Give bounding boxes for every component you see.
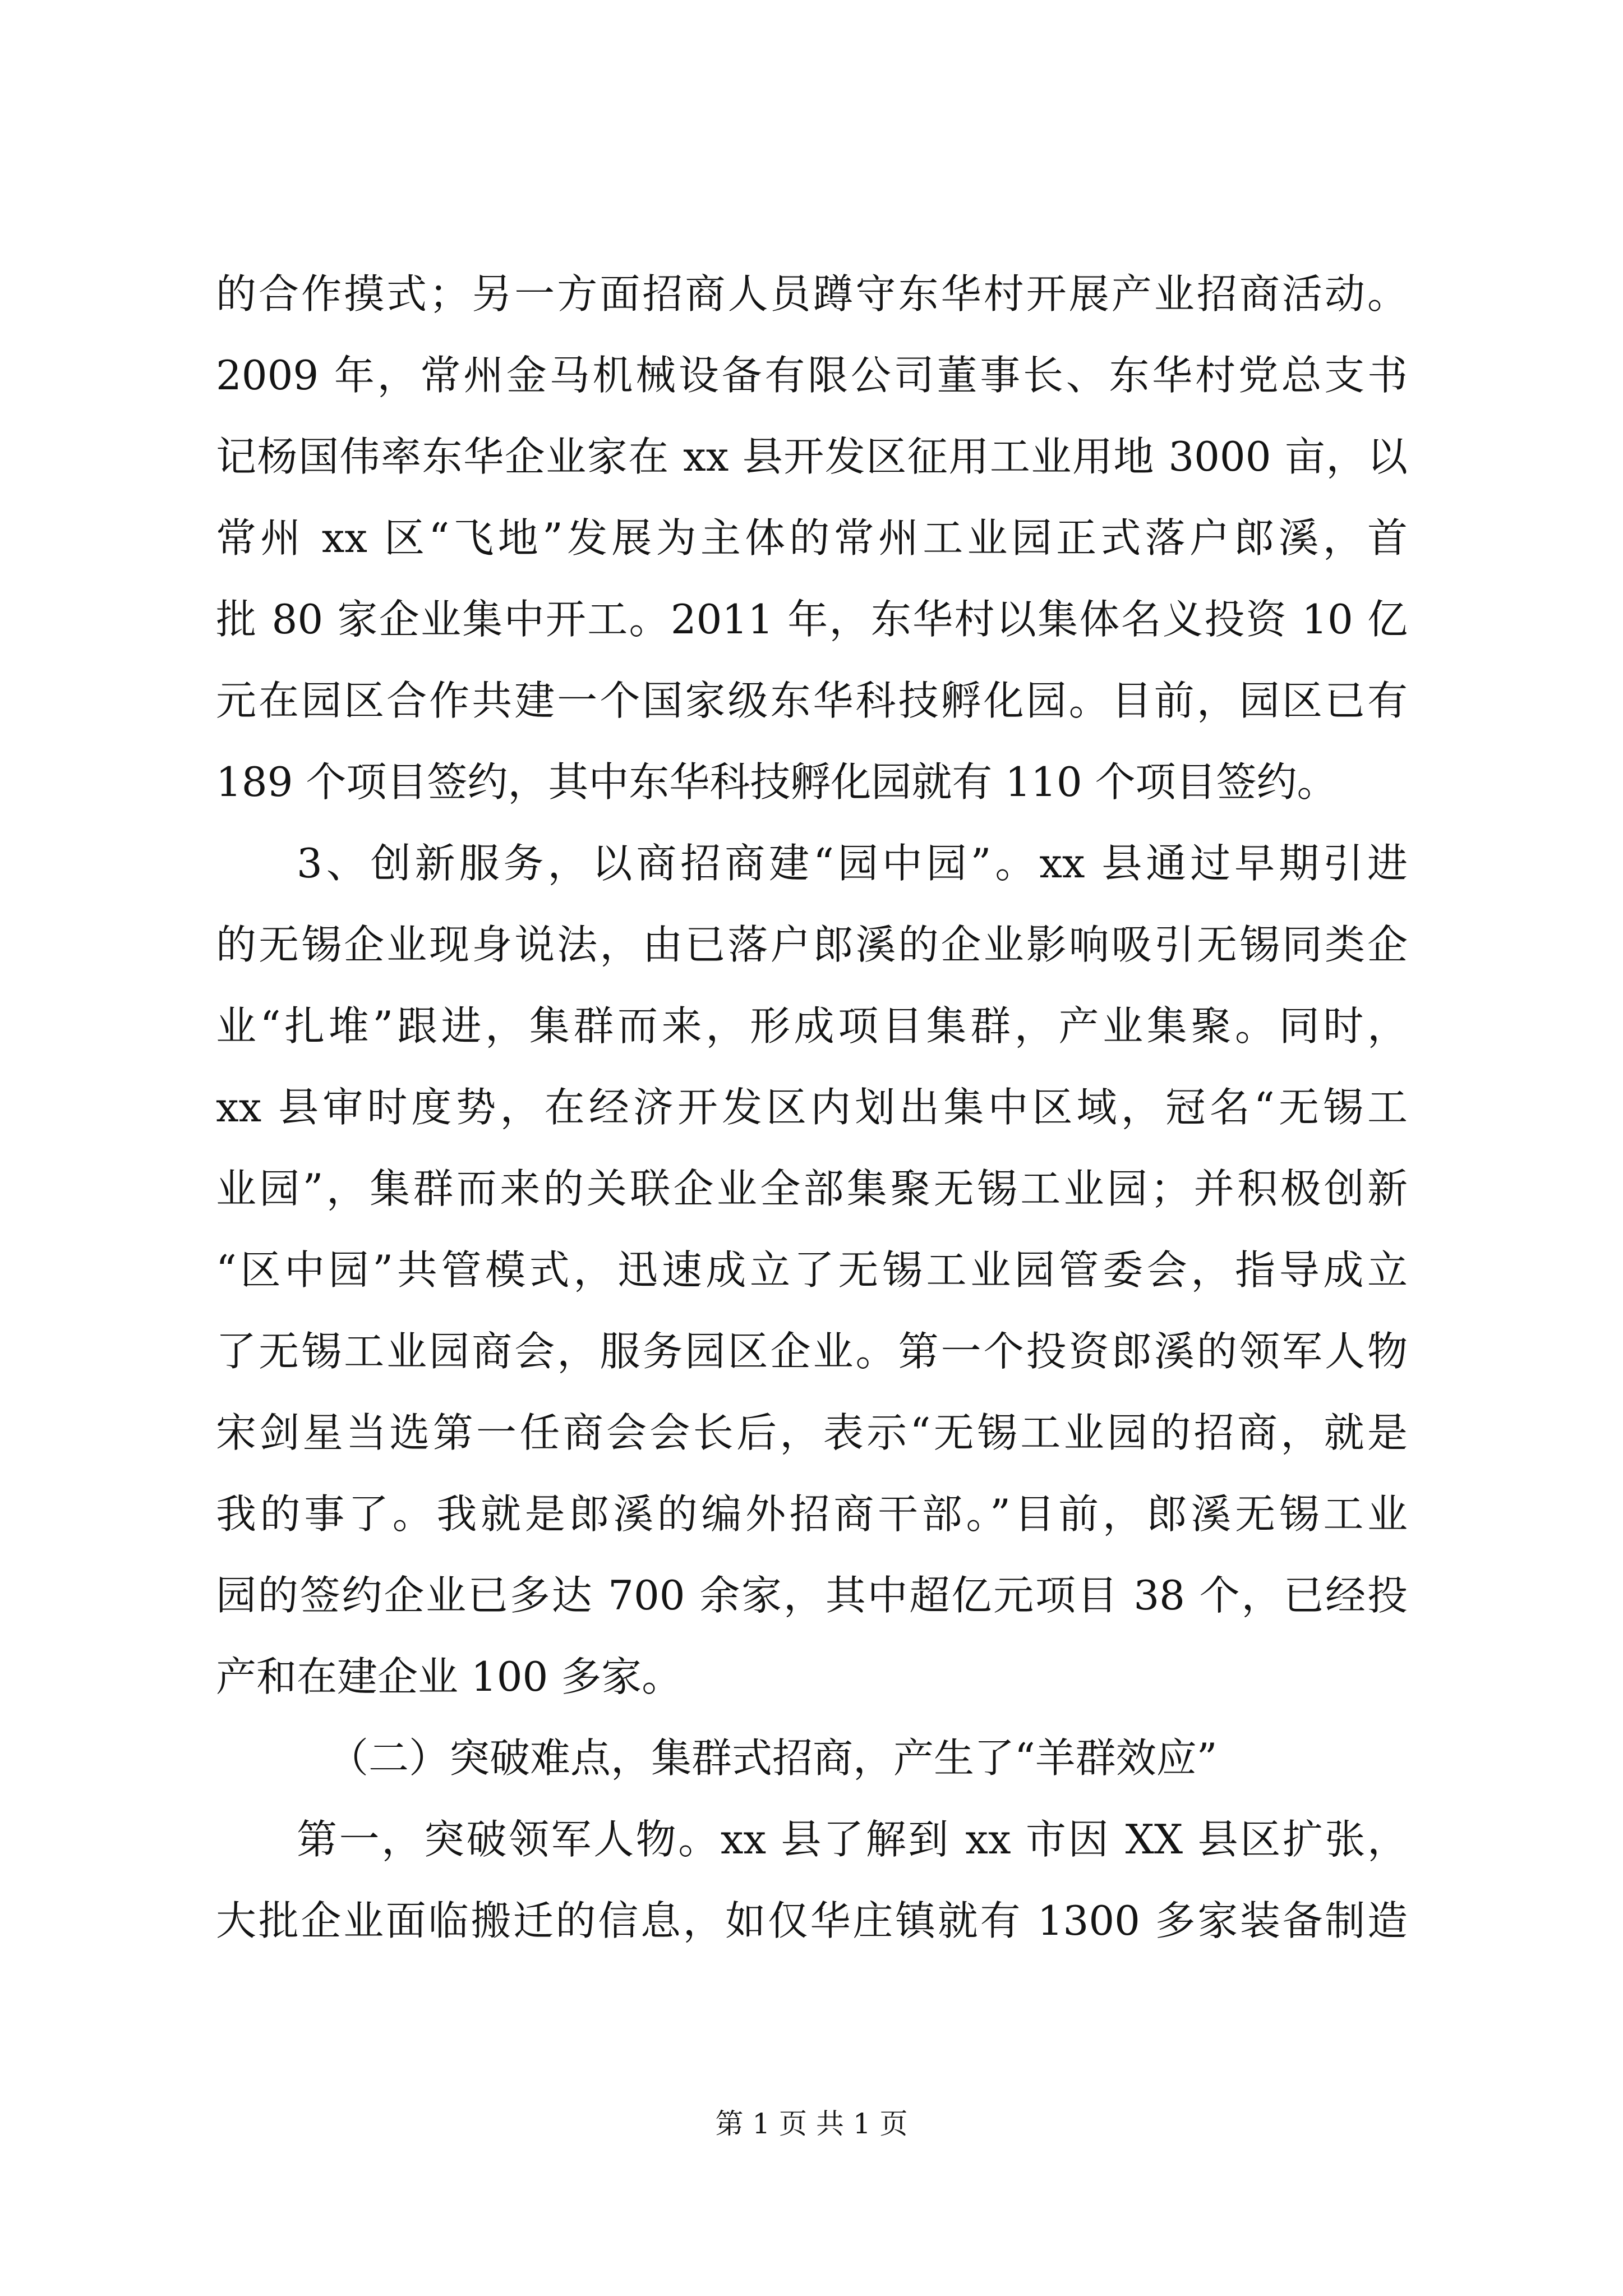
text-line: 产和在建企业 100 多家。 [216,1653,683,1700]
document-body [216,254,1408,1962]
text-line: 宋剑星当选第一任商会会长后，表示“无锡工业园的招商，就是 [216,1409,1408,1456]
text-line: xx 县审时度势，在经济开发区内划出集中区域，冠名“无锡工 [216,1084,1408,1131]
text-line: 2009 年，常州金马机械设备有限公司董事长、东华村党总支书 [216,352,1408,399]
text-line: 元在园区合作共建一个国家级东华科技孵化园。目前，园区已有 [216,677,1408,724]
text-line: 常州 xx 区“飞地”发展为主体的常州工业园正式落户郎溪，首 [216,514,1408,562]
text-line: 189 个项目签约，其中东华科技孵化园就有 110 个项目签约。 [216,758,1338,806]
text-line: 大批企业面临搬迁的信息，如仅华庄镇就有 1300 多家装备制造 [216,1897,1408,1944]
text-line: 园的签约企业已多达 700 余家，其中超亿元项目 38 个，已经投 [216,1572,1408,1619]
text-line: “区中园”共管模式，迅速成立了无锡工业园管委会，指导成立 [216,1246,1408,1294]
paragraph-start-line: 第一，突破领军人物。xx 县了解到 xx 市因 XX 县区扩张， [297,1816,1408,1863]
page-footer: 第 1 页 共 1 页 [715,2108,908,2140]
text-line: 的合作摸式；另一方面招商人员蹲守东华村开展产业招商活动。 [216,270,1408,318]
text-line: 我的事了。我就是郎溪的编外招商干部。”目前，郎溪无锡工业 [216,1490,1408,1538]
section-heading: （二）突破难点，集群式招商，产生了“羊群效应” [328,1734,1218,1782]
text-line: 的无锡企业现身说法，由已落户郎溪的企业影响吸引无锡同类企 [216,921,1408,968]
text-line: 批 80 家企业集中开工。2011 年，东华村以集体名义投资 10 亿 [216,596,1408,643]
text-line: 了无锡工业园商会，服务园区企业。第一个投资郎溪的领军人物 [216,1328,1408,1375]
text-line: 记杨国伟率东华企业家在 xx 县开发区征用工业用地 3000 亩，以 [216,433,1408,480]
paragraph-start-line: 3、创新服务，以商招商建“园中园”。xx 县通过早期引进 [297,840,1408,887]
text-line: 业“扎堆”跟进，集群而来，形成项目集群，产业集聚。同时， [216,1002,1408,1050]
text-line: 业园”，集群而来的关联企业全部集聚无锡工业园；并积极创新 [216,1165,1408,1212]
